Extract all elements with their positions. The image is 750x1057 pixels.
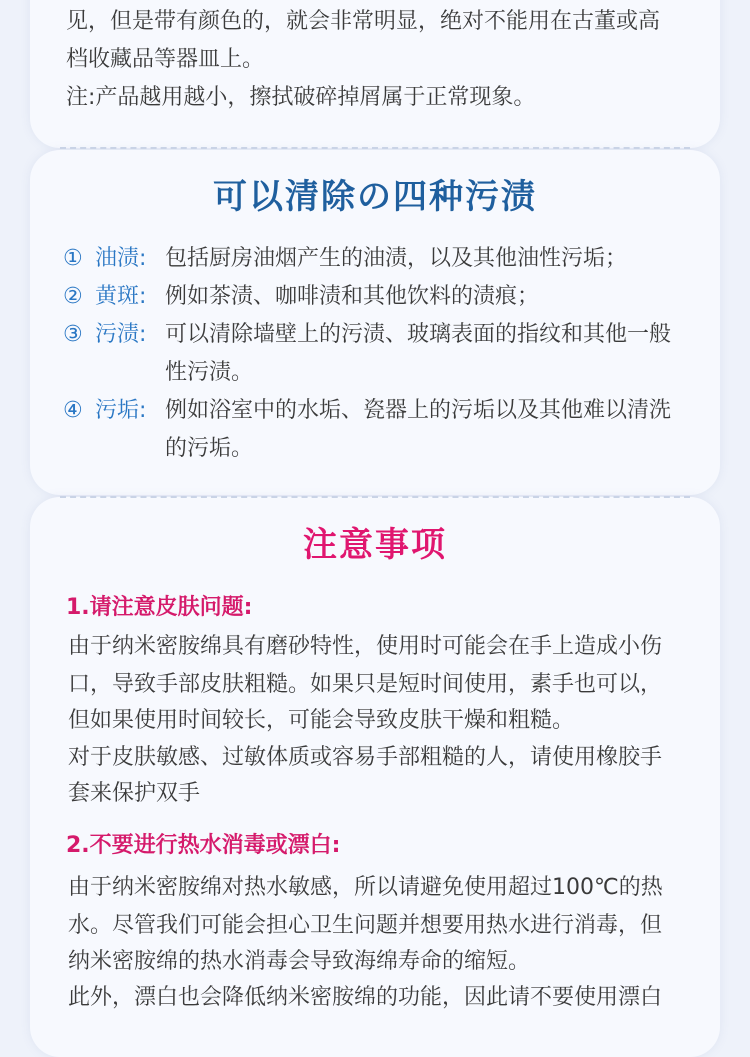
stain-item-desc: 性污渍。 [165, 360, 254, 385]
note-heading: 2.不要进行热水消毒或漂白: [66, 833, 341, 858]
stains-section-title: 可以清除の四种污渍 [213, 177, 537, 217]
note-line: 此外，漂白也会降低纳米密胺绵的功能，因此请不要使用漂白 [68, 985, 663, 1010]
top-text-line: 档收藏品等器皿上。 [66, 47, 265, 72]
stain-item-term: 黄斑: [95, 284, 147, 309]
top-text-line: 见，但是带有颜色的，就会非常明显，绝对不能用在古董或高 [66, 9, 661, 34]
note-line: 由于纳米密胺绵对热水敏感，所以请避免使用超过100℃的热 [68, 875, 663, 900]
notes-section-title: 注意事项 [303, 525, 447, 565]
note-line: 纳米密胺绵的热水消毒会导致海绵寿命的缩短。 [68, 949, 531, 974]
stain-item-number: ③ [63, 322, 83, 347]
note-line: 对于皮肤敏感、过敏体质或容易手部粗糙的人，请使用橡胶手 [68, 745, 663, 770]
stain-item-term: 污渍: [95, 322, 147, 347]
stain-item-desc: 可以清除墙壁上的污渍、玻璃表面的指纹和其他一般 [165, 322, 672, 347]
section-divider [60, 147, 690, 149]
stain-item-number: ④ [63, 398, 83, 423]
stain-item-desc: 包括厨房油烟产生的油渍，以及其他油性污垢； [165, 246, 628, 271]
section-divider [60, 496, 690, 498]
note-line: 由于纳米密胺绵具有磨砂特性，使用时可能会在手上造成小伤 [68, 634, 663, 659]
note-line: 水。尽管我们可能会担心卫生问题并想要用热水进行消毒，但 [68, 913, 663, 938]
note-line: 口，导致手部皮肤粗糙。如果只是短时间使用，素手也可以， [68, 672, 663, 697]
stain-item-number: ② [63, 284, 83, 309]
note-line: 套来保护双手 [68, 781, 201, 806]
stain-item-term: 油渍: [95, 246, 147, 271]
note-line: 但如果使用时间较长，可能会导致皮肤干燥和粗糙。 [68, 708, 575, 733]
stain-item-term: 污垢: [95, 398, 147, 423]
note-heading: 1.请注意皮肤问题: [66, 595, 253, 620]
stain-item-desc: 例如浴室中的水垢、瓷器上的污垢以及其他难以清洗 [165, 398, 672, 423]
stain-item-desc: 例如茶渍、咖啡渍和其他饮料的渍痕； [165, 284, 540, 309]
stain-item-desc: 的污垢。 [165, 436, 254, 461]
stain-item-number: ① [63, 246, 83, 271]
top-note-line: 注:产品越用越小，擦拭破碎掉屑属于正常现象。 [66, 85, 536, 110]
